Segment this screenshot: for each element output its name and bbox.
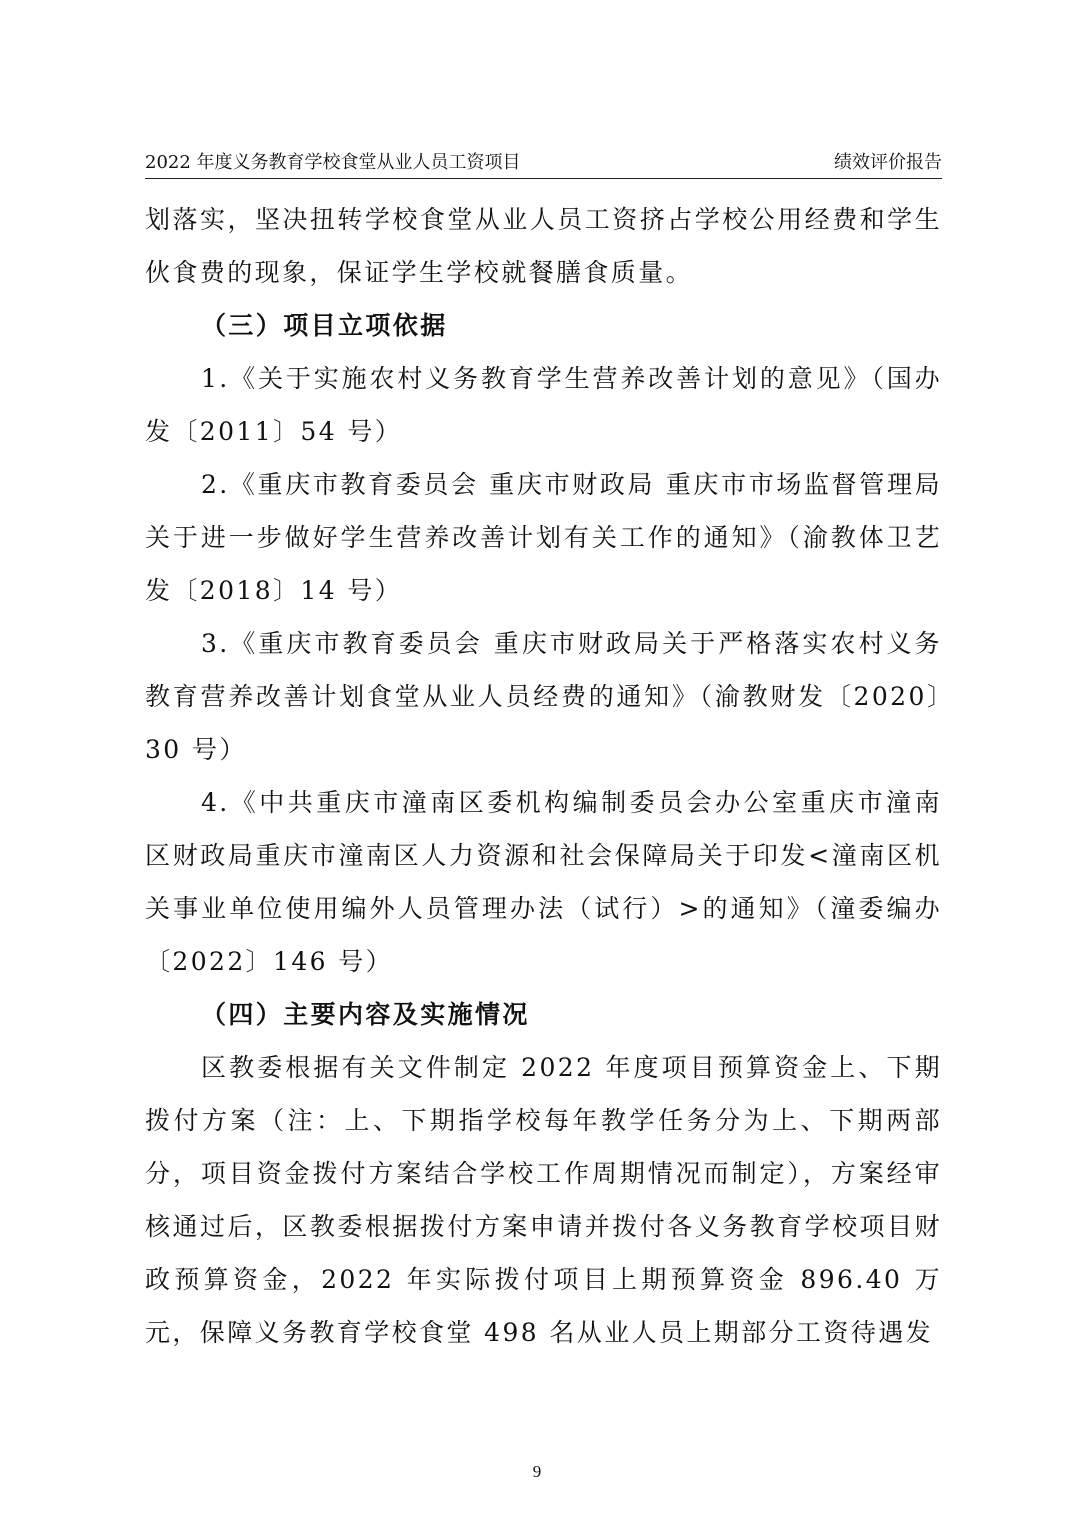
basis-item-1: 1.《关于实施农村义务教育学生营养改善计划的意见》（国办发〔2011〕54 号）	[145, 364, 942, 446]
page-header	[145, 148, 942, 179]
paragraph-continued: 划落实，坚决扭转学校食堂从业人员工资挤占学校公用经费和学生伙食费的现象，保证学生学校就餐膳食质量。	[145, 205, 942, 287]
section-heading-content: （四）主要内容及实施情况	[201, 1000, 530, 1029]
document-body	[145, 193, 942, 1359]
paragraph-implementation: 区教委根据有关文件制定 2022 年度项目预算资金上、下期拨付方案（注：上、下期指学校每年教学任务分为上、下期两部分，项目资金拨付方案结合学校工作周期情况而制定），方案经审核通过后，区教委根据拨付方案申请并拨付各义务教育学校项目财政预算资金，2022 年实际拨付项目上期预算资金 896.40 万元，保障义务教育学校食堂 498 名从业人员上期部分工资待遇发	[145, 1053, 942, 1347]
page-number: 9	[532, 1462, 542, 1481]
section-heading-basis: （三）项目立项依据	[201, 311, 448, 340]
basis-item-3: 3.《重庆市教育委员会 重庆市财政局关于严格落实农村义务教育营养改善计划食堂从业人员经费的通知》（渝教财发〔2020〕30 号）	[145, 629, 942, 764]
header-report-type: 绩效评价报告	[834, 152, 942, 173]
basis-item-4: 4.《中共重庆市潼南区委机构编制委员会办公室重庆市潼南区财政局重庆市潼南区人力资源和社会保障局关于印发<潼南区机关事业单位使用编外人员管理办法（试行）>的通知》（潼委编办〔2022〕146 号）	[145, 788, 942, 976]
header-title: 2022 年度义务教育学校食堂从业人员工资项目	[145, 152, 521, 173]
basis-item-2: 2.《重庆市教育委员会 重庆市财政局 重庆市市场监督管理局关于进一步做好学生营养改善计划有关工作的通知》（渝教体卫艺发〔2018〕14 号）	[145, 470, 942, 605]
